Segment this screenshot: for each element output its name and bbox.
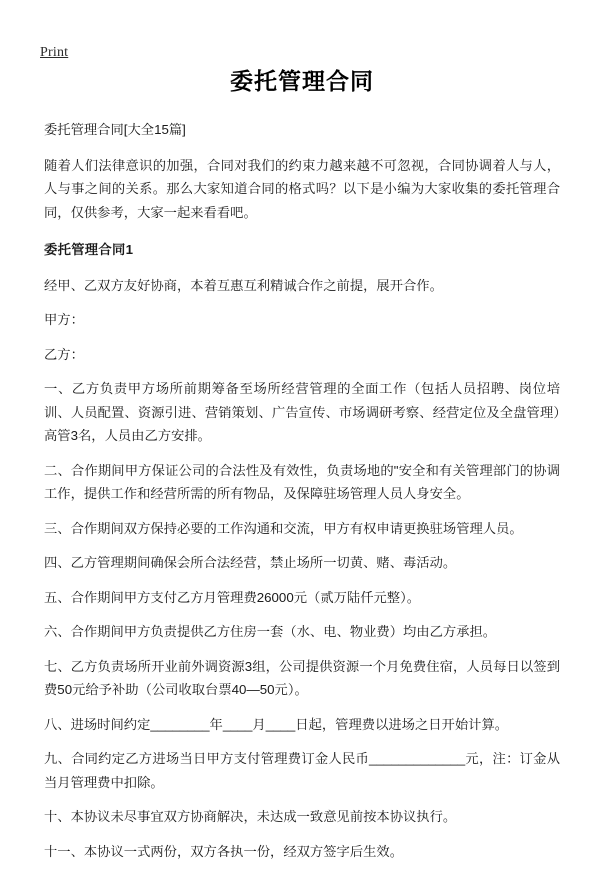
party-b-label: 乙方： — [44, 346, 84, 362]
contract-clause: 十一、本协议一式两份，双方各执一份，经双方签字后生效。 — [44, 843, 404, 859]
document-body — [0, 66, 600, 874]
contract-clause: 六、合作期间甲方负责提供乙方住房一套（水、电、物业费）均由乙方承担。 — [44, 624, 497, 639]
page-title: 委托管理合同 — [230, 68, 374, 94]
contract-clause: 五、合作期间甲方支付乙方月管理费26000元（贰万陆仟元整）。 — [44, 589, 421, 605]
contract-clause: 十、本协议未尽事宜双方协商解决，未达成一致意见前按本协议执行。 — [44, 809, 457, 824]
document-lead-paragraph: 随着人们法律意识的加强，合同对我们的约束力越来越不可忽视，合同协调着人与人，人与事之间的关系。那么大家知道合同的格式吗？以下是小编为大家收集的委托管理合同，仅供参考，大家一起来看看吧。 — [44, 157, 560, 220]
contract-clause: 七、乙方负责场所开业前外调资源3组，公司提供资源一个月免费住宿，人员每日以签到费50元给予补助（公司收取台票40—50元）。 — [44, 658, 560, 697]
contract-clause: 一、乙方负责甲方场所前期筹备至场所经营管理的全面工作（包括人员招聘、岗位培训、人员配置、资源引进、营销策划、广告宣传、市场调研考察、经营定位及全盘管理）高管3名，人员由乙方安排。 — [44, 381, 560, 443]
document-subtitle: 委托管理合同[大全15篇] — [44, 122, 186, 137]
print-link[interactable]: Print — [40, 45, 69, 60]
party-a-label: 甲方： — [44, 312, 84, 327]
contract-clause: 四、乙方管理期间确保会所合法经营，禁止场所一切黄、赌、毒活动。 — [44, 555, 457, 570]
contract-clause: 二、合作期间甲方保证公司的合法性及有效性，负责场地的"安全和有关管理部门的协调工作，提供工作和经营所需的所有物品，及保障驻场管理人员人身安全。 — [44, 462, 560, 501]
contract-clause: 八、进场时间约定________年____月____日起，管理费以进场之日开始计算。 — [44, 716, 509, 732]
section-heading: 委托管理合同1 — [44, 242, 134, 257]
contract-clause: 九、合同约定乙方进场当日甲方支付管理费订金人民币_____________元，注：订金从当月管理费中扣除。 — [44, 751, 560, 790]
contract-clause: 三、合作期间双方保持必要的工作沟通和交流，甲方有权申请更换驻场管理人员。 — [44, 520, 523, 536]
contract-preamble: 经甲、乙双方友好协商，本着互惠互利精诚合作之前提，展开合作。 — [44, 277, 443, 293]
